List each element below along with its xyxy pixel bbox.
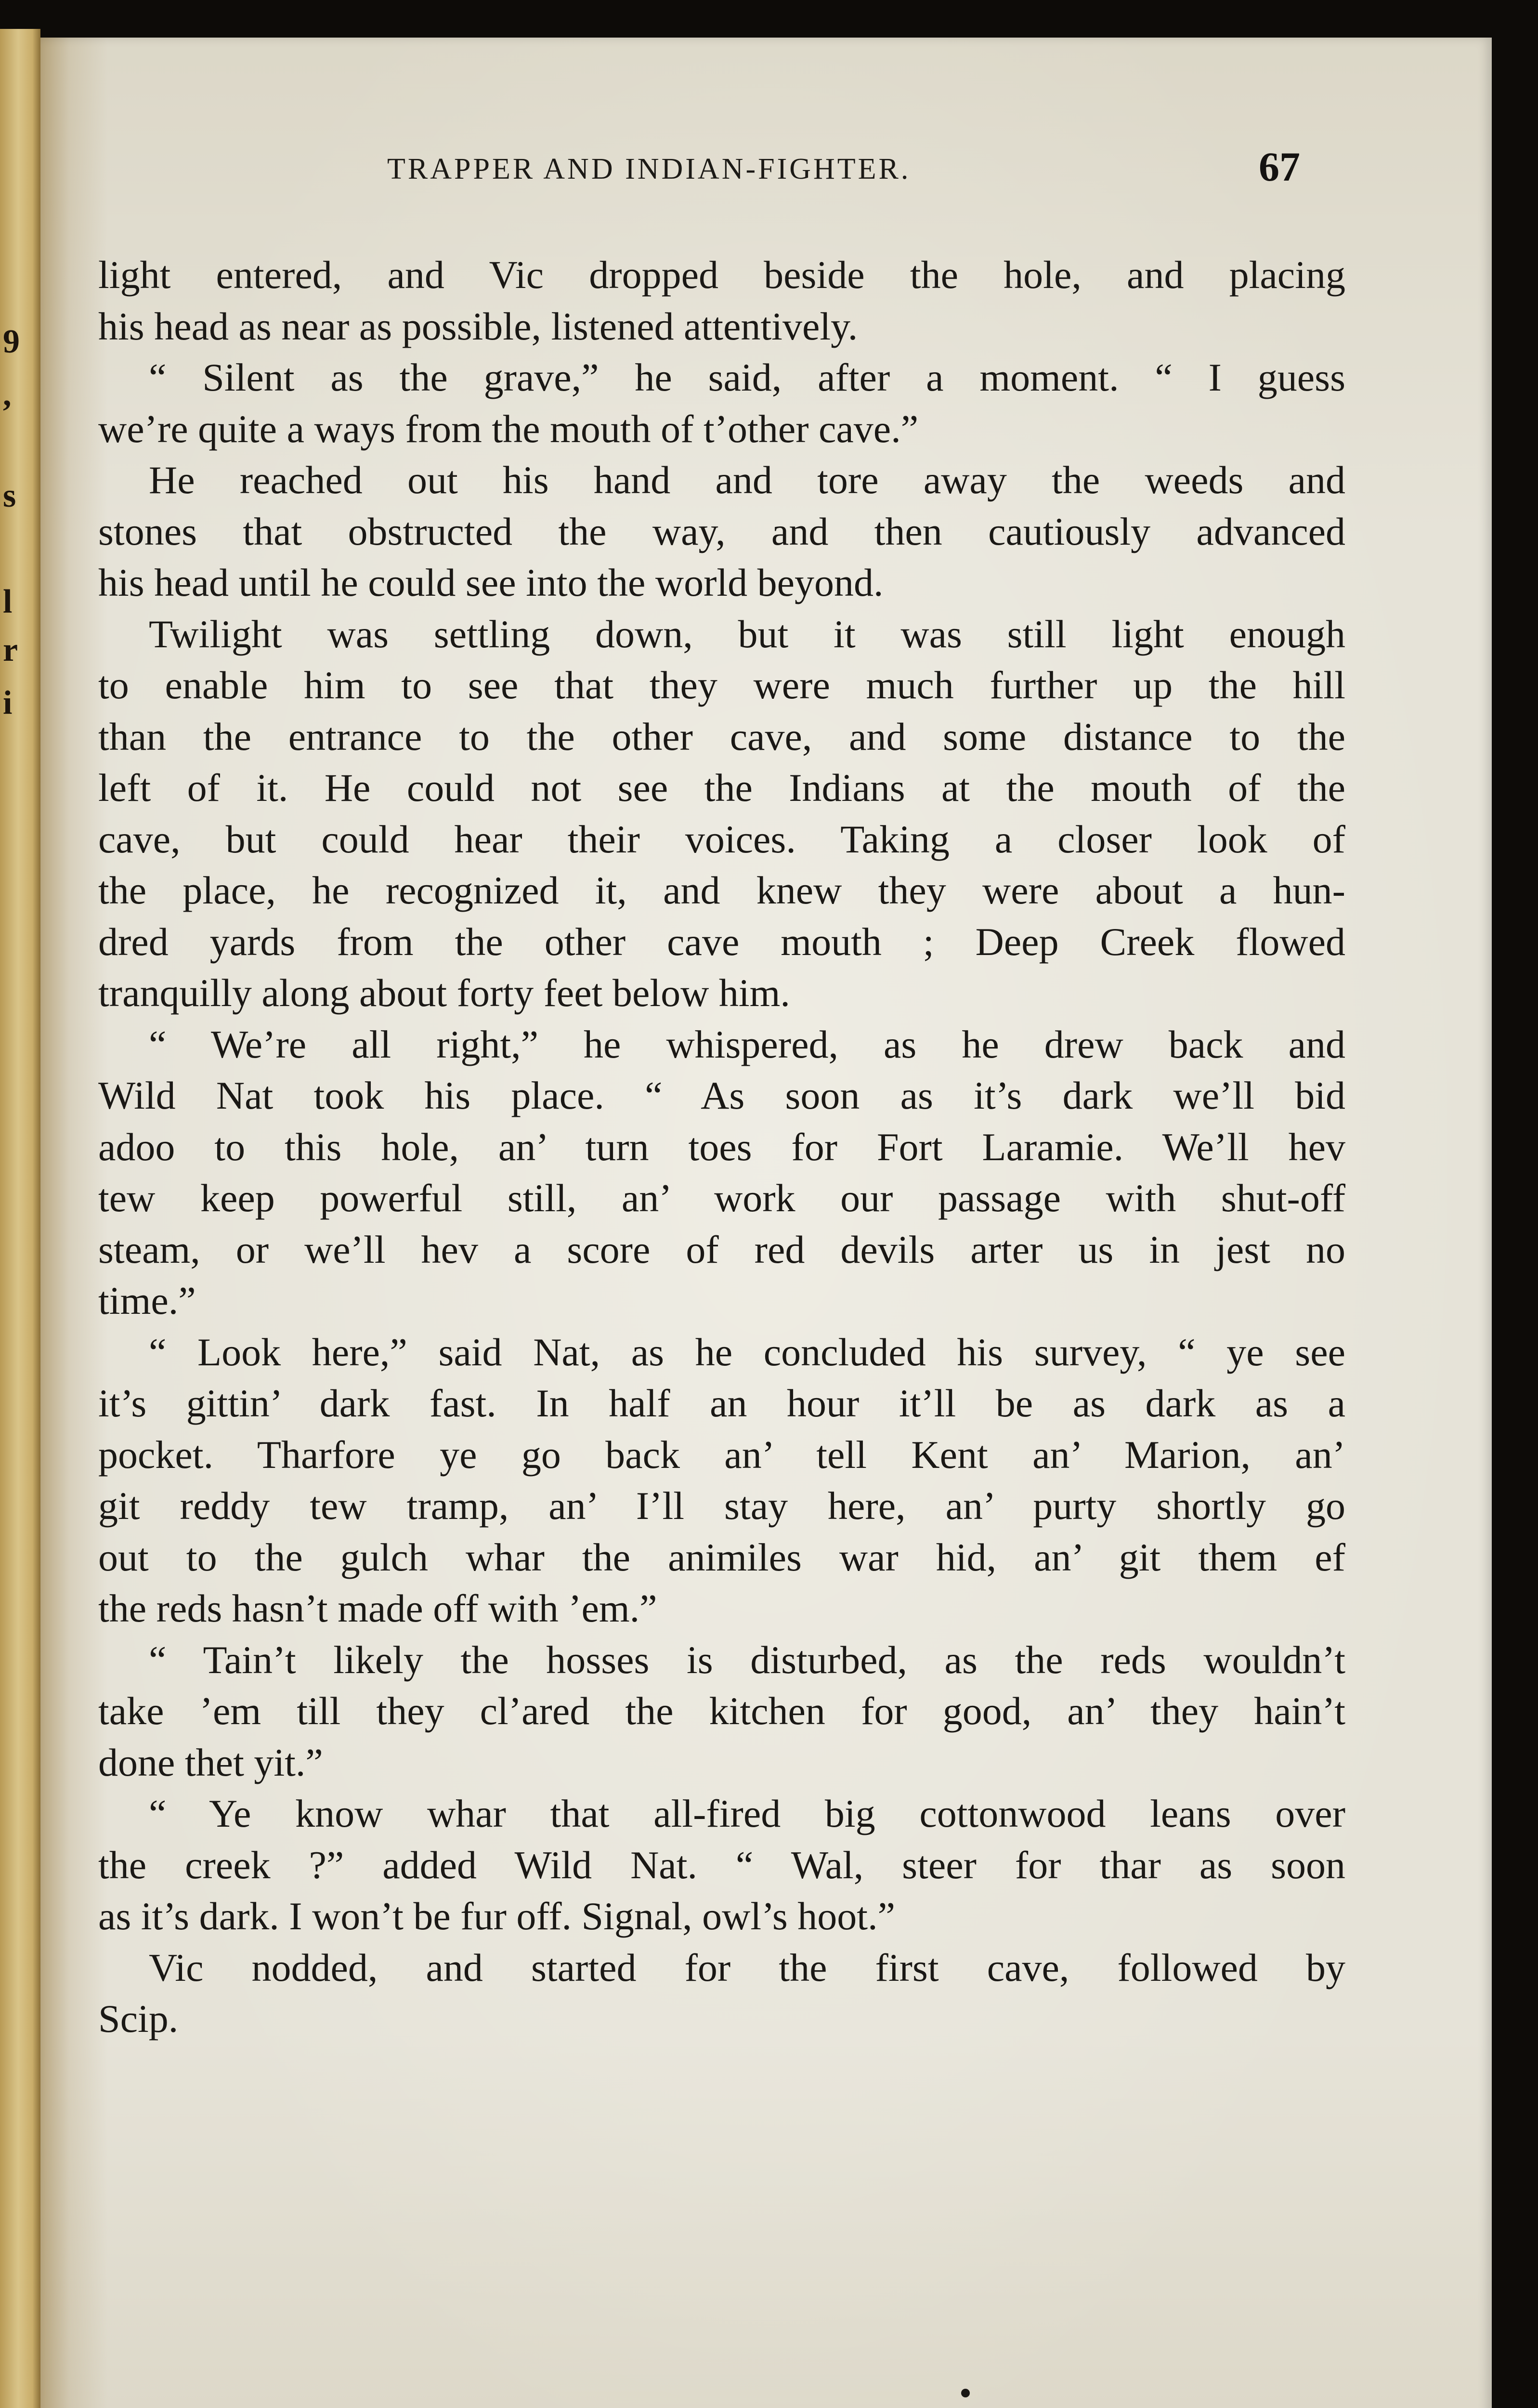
paragraph xyxy=(98,352,1345,455)
ink-dot xyxy=(961,2389,970,2397)
prev-page-mark: i xyxy=(3,684,13,721)
text-line: “ Look here,” said Nat, as he concluded his survey, “ ye see xyxy=(149,1330,1345,1374)
text-line: we’re quite a ways from the mouth of t’other cave.” xyxy=(98,406,919,451)
previous-page-edge xyxy=(0,29,40,2408)
text-line: Vic nodded, and started for the first cave, followed by xyxy=(149,1945,1345,1989)
text-line: the place, he recognized it, and knew they were about a hun- xyxy=(98,868,1345,912)
page-number: 67 xyxy=(1259,144,1300,190)
book-page xyxy=(40,38,1492,2408)
text-line: dred yards from the other cave mouth ; Deep Creek flowed xyxy=(98,919,1345,964)
text-line: “ Silent as the grave,” he said, after a moment. “ I guess xyxy=(149,355,1345,399)
text-line: as it’s dark. I won’t be fur off. Signal, owl’s hoot.” xyxy=(98,1894,895,1938)
text-line: his head until he could see into the world beyond. xyxy=(98,561,884,604)
text-line: his head as near as possible, listened attentively. xyxy=(98,304,858,348)
prev-page-mark: s xyxy=(3,477,16,514)
paragraph xyxy=(98,1019,1345,1327)
prev-page-mark: , xyxy=(3,376,12,413)
text-line: He reached out his hand and tore away the weeds and xyxy=(149,458,1345,502)
text-line: pocket. Tharfore ye go back an’ tell Kent an’ Marion, an’ xyxy=(98,1432,1345,1477)
text-line: the creek ?” added Wild Nat. “ Wal, steer for thar as soon xyxy=(98,1843,1345,1887)
text-line: steam, or we’ll hev a score of red devils arter us in jest no xyxy=(98,1227,1345,1271)
text-line: it’s gittin’ dark fast. In half an hour it’ll be as dark as a xyxy=(98,1381,1345,1425)
text-line: cave, but could hear their voices. Taking a closer look of xyxy=(98,817,1345,861)
paragraph xyxy=(98,1327,1345,1635)
running-head: TRAPPER AND INDIAN-FIGHTER. xyxy=(387,153,911,185)
prev-page-mark: l xyxy=(3,583,13,620)
paragraph xyxy=(98,609,1345,1019)
text-line: stones that obstructed the way, and then cautiously advanced xyxy=(98,509,1345,553)
text-line: than the entrance to the other cave, and some distance to the xyxy=(98,714,1345,759)
text-line: “ Ye know whar that all-fired big cottonwood leans over xyxy=(149,1792,1345,1835)
text-line: “ We’re all right,” he whispered, as he drew back and xyxy=(149,1022,1345,1066)
paragraph xyxy=(98,1788,1345,1942)
paragraph xyxy=(98,1942,1345,2045)
text-line: git reddy tew tramp, an’ I’ll stay here, an’ purty shortly go xyxy=(98,1484,1345,1528)
text-line: the reds hasn’t made off with ’em.” xyxy=(98,1586,657,1630)
prev-page-mark: r xyxy=(3,631,18,668)
text-line: light entered, and Vic dropped beside the hole, and placing xyxy=(98,253,1345,297)
text-line: to enable him to see that they were much further up the hill xyxy=(98,663,1345,707)
text-line: left of it. He could not see the Indians at the mouth of the xyxy=(98,766,1345,810)
paragraph xyxy=(98,455,1345,609)
paragraph xyxy=(98,249,1345,352)
text-line: take ’em till they cl’ared the kitchen for good, an’ they hain’t xyxy=(98,1689,1345,1733)
text-line: adoo to this hole, an’ turn toes for Fort Laramie. We’ll hev xyxy=(98,1125,1345,1169)
text-line: Wild Nat took his place. “ As soon as it’s dark we’ll bid xyxy=(98,1073,1345,1117)
text-line: tranquilly along about forty feet below him. xyxy=(98,971,790,1015)
text-line: done thet yit.” xyxy=(98,1740,323,1784)
text-line: Twilight was settling down, but it was still light enough xyxy=(149,612,1345,656)
text-line: time.” xyxy=(98,1279,196,1322)
text-line: tew keep powerful still, an’ work our passage with shut-off xyxy=(98,1176,1345,1220)
body-text xyxy=(98,249,1345,2045)
paragraph xyxy=(98,1635,1345,1789)
text-line: “ Tain’t likely the hosses is disturbed, as the reds wouldn’t xyxy=(149,1637,1345,1682)
prev-page-mark: 9 xyxy=(3,323,20,360)
text-line: out to the gulch whar the animiles war hid, an’ git them ef xyxy=(98,1535,1345,1579)
text-line: Scip. xyxy=(98,1997,179,2041)
